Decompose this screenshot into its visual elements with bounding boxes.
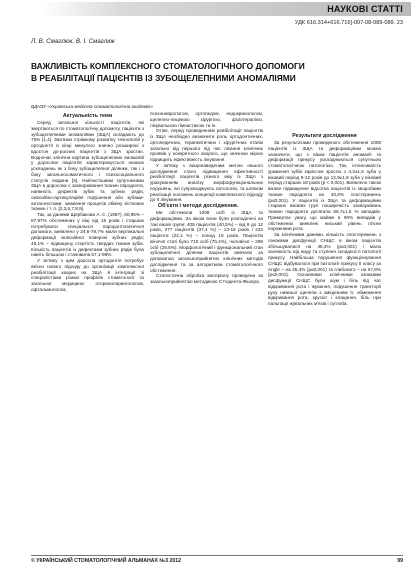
paragraph: У зв'язку з вищенаведеним метою нашого дослідження стало підвищення ефективності реабілітації пацієнтів різного віку із ЗЩА з урахуванням аналізу морфофункціональних порушень, які супроводжують патологію, та шляхом реалізації положень концепції комплексного підходу до її лікування.	[150, 162, 263, 203]
paragraph: Статистична обробка матеріалу проведена за загальноприйнятою методикою Ст'юдента-Фішера.	[150, 273, 263, 284]
title-line-2: В РЕАБІЛІТАЦІЇ ПАЦІЄНТІВ ІЗ ЗУБОЩЕЛЕПНИМИ АНОМАЛІЯМИ	[31, 73, 296, 83]
affiliation-org: «Українська медична стоматологічна академія»	[47, 104, 154, 109]
journal-footer: © УКРАЇНСЬКИЙ СТОМАТОЛОГІЧНИЙ АЛЬМАНАХ №3 2012	[31, 558, 182, 564]
affiliation-prefix: ВДНЗУ	[31, 104, 47, 109]
section-title: НАУКОВІ СТАТТІ	[327, 4, 403, 14]
paragraph: Ми обстежили 1008 осіб із ЗЩА та деформаціями. За віком вони були розподілені на такі вікові групи: 408 пацієнтів (40,5%) – від 9 до 12 років, 377 пацієнтів (37,4 %) – 13-18 років і 223 пацієнти (22,1 %) – понад 18 років. Пацієнтів жіночої статі було 710 осіб (70,4%), чоловічої – 298 осіб (29,6%). Морфологічний і функціональний стан зубощелепної ділянки пацієнтів вивчали за допомогою загальноприйнятих клінічних методів дослідження та за алгоритмом стоматологічного обстеження.	[150, 210, 263, 273]
authors: Л. В. Смаглюк, В. І. Смаглюк	[31, 38, 115, 45]
column-2	[150, 111, 263, 285]
paragraph: психоневрологом, ортопедом, ендокринологом, щелепно-лицевою хірургією, фізіотерапією, лікувальною гімнастикою та ін.	[150, 111, 263, 128]
paragraph: У зв'язку з цим доросла ортодонтія потребує якісно нового підходу до організації комплексної реабілітації хворих на ЗЩА й інтеграції зі спеціалістами різних профілів стоматології та загальної медицини: оториноларингологом, офтальмологом,	[31, 258, 144, 292]
paragraph: Так, за даними Щербакова А. С. (1987), 60,95% – 87,97% обстежених у віці від 15 років і старших потребувати спеціальної пародонтопатичної допомоги, виявлено у 24,5-79,7% мали вертикальні деформації оклюзійної поверхні зубних рядів; 45,1% – підвищену стертість твердих тканин зубів. Кількість пацієнтів із дефектами зубних рядів була навіть більшою і становила 57,1-98%.	[31, 212, 144, 258]
column-3	[268, 133, 381, 307]
section-heading-methods: Об'єкти і методи дослідження.	[158, 203, 239, 209]
article-title	[31, 60, 403, 84]
page-number: 99	[397, 558, 403, 564]
paragraph: Серед загальної кількості пацієнтів, які звертаються по стоматологічну допомогу, пацієнти з зубощелепними аномаліями (ЗЩА) складають до 75% [1,4]. Зав'язки стрімкому розвитку технологій у ортодонтії в кінці минулого значно розширені з вдостон до-росних пацієнтів з ЗЩА зростає. Водночас клінічна картина зубощелепних аномалій у дорослих пацієнтів характеризується низкою ускладнень як з боку зубощелепної ділянки, так і з боку загальносоматичного і психосоціального статусів людини [5]. Найчастішими супутниками ЗЩА в дорослих є захворювання тканин пародонта, наявність дефектів зубів та зубних рядів, оклюзійно-артикуляційні порушення або зубами-антагоністами, зниження процесів обміну кісткових тканин і т. п. [2,3,6,7,8,9].	[31, 120, 144, 212]
affiliation	[31, 104, 153, 110]
udc-code: УДК 616.314+616.716]-007-08-089-089. 23	[294, 20, 403, 26]
section-heading-relevance: Актуальність теми	[62, 113, 113, 119]
column-1	[31, 113, 144, 293]
paragraph: За результатами проведеного обстеження 1008 пацієнтів із ЗЩА та деформаціями можна зазначити, що з віком пацієнтів аномалії та деформації прикусу ускладнюються супутньою стоматологічною патологією. Так, інтенсивність ураження зубів карієсом зросла з 4,3±1,5 зуба у віковий період 9-12 років до 12,9±1,8 зуба у віковий період старших 18 років (p < 0,001). Виявлено також вікове підвищення відсотка пацієнтів із хворобами тканин пародонта на 33,8% спостережень (p≤0,001). У пацієнтів із ЗЩА та деформаціями старших вікових груп поширеність захворювань тканин пародонта досягала 88,7±1,5 % випадків. Привертає увагу, що майже в 90% випадків у обстежених виявлені ниський рівень гігієни порожнини рота.	[268, 140, 381, 232]
paragraph: За клінічними даними, кількість спостережень з ознаками дисфункції СНЩС в віком пацієнтів збільшувалася на 48,4% (p≤0,001) і мала залежність від виду та ступеня складності патології прикусу. Найбільша порушення функціонування СНЩС відбувалося при патології прикусу II класу за Angle – на 45,4% (p≤0,001) та глибокого – на 67,8% (p≤0,001). Основними клінічними ознаками дисфункції СНЩС були шум і біль під час відкривання рота і жування, порушення траєкторії руху нижньої щелепи з зміщенням її, обмеження відкривання рота, хрускіт і клацання, біль при пальпації жувальних м'язів і суглоба.	[268, 232, 381, 306]
footer-divider	[31, 555, 403, 556]
title-line-1: ВАЖЛИВІСТЬ КОМПЛЕКСНОГО СТОМАТОЛОГІЧНОГО ДОПОМОГИ	[31, 61, 305, 71]
running-header	[0, 2, 411, 16]
section-heading-results: Результати дослідження	[292, 133, 357, 139]
paragraph: Отже, перед проведенням реабілітації пацієнтів із ЗЩА необхідно визначити роль ортодонтичних, ортопедичних, терапевтичних і хірургічних етапів загально від першого під час лікання клінічних проявів у конкретного хворого, що значною мірою підвищить ефективність лікування.	[150, 128, 263, 162]
